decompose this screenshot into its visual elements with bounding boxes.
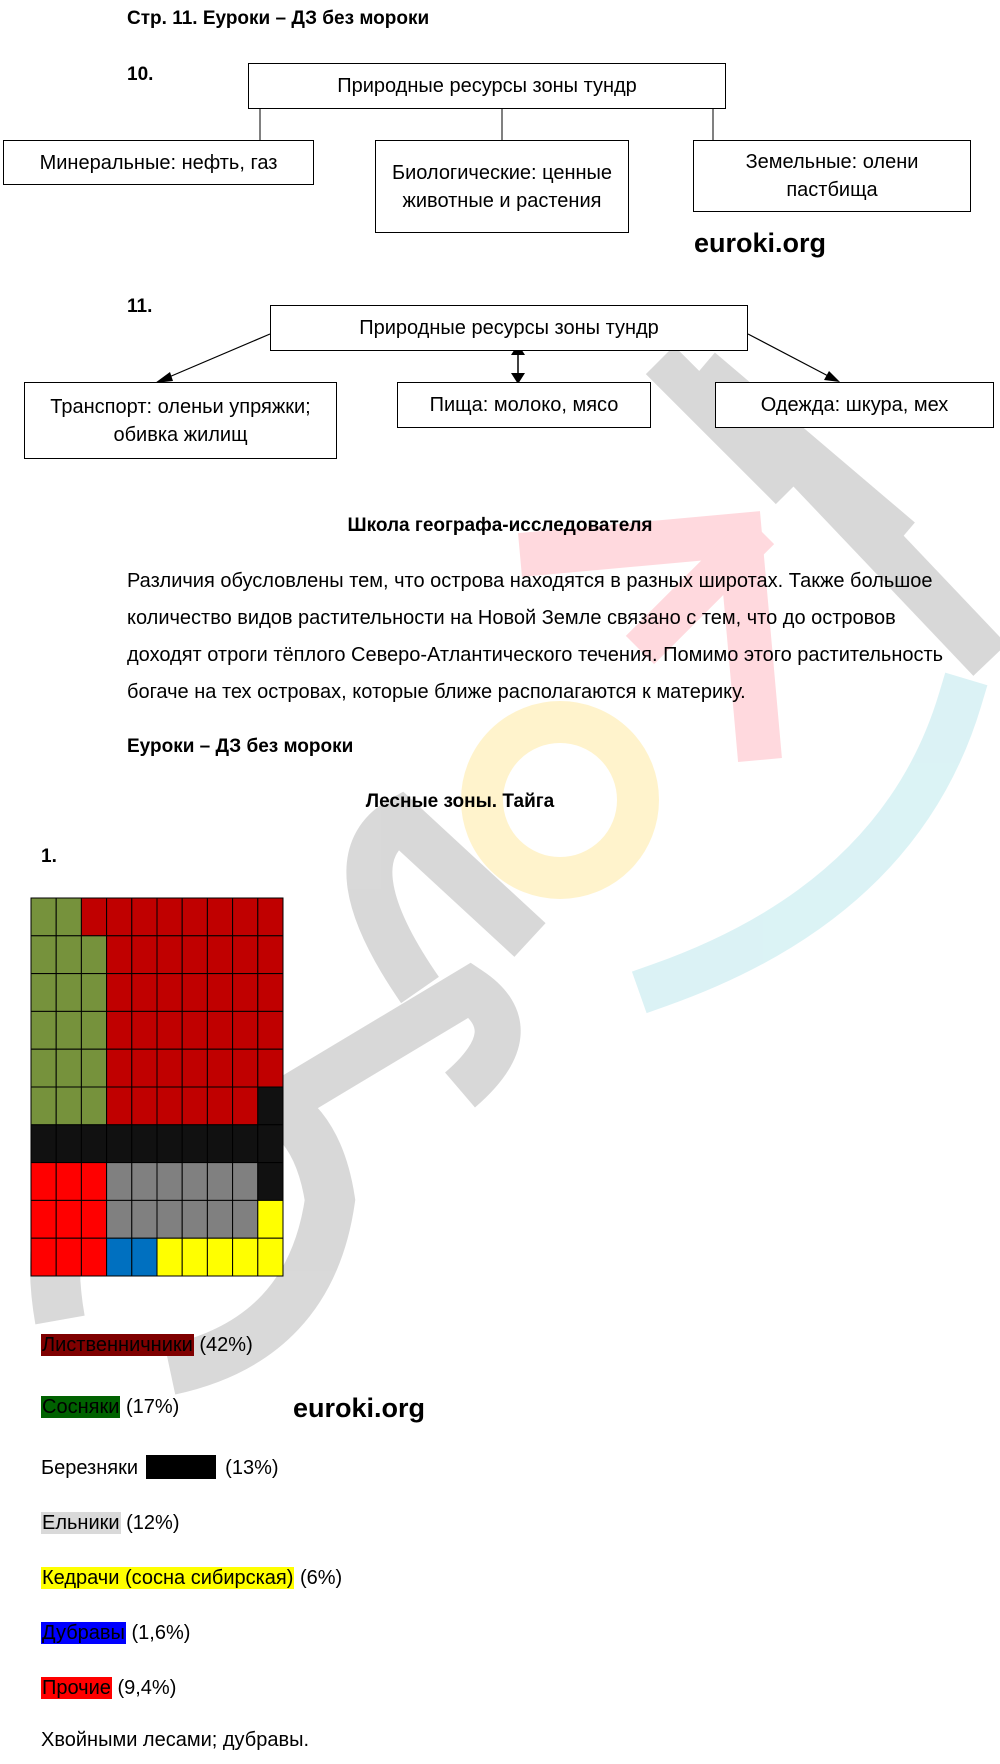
grid-cell — [258, 1238, 283, 1276]
grid-cell — [157, 1163, 182, 1201]
grid-cell — [56, 974, 81, 1012]
grid-cell — [258, 1125, 283, 1163]
forest-grid — [30, 897, 284, 1281]
grid-cell — [233, 1163, 258, 1201]
grid-cell — [207, 1049, 232, 1087]
grid-cell — [207, 1238, 232, 1276]
legend-item — [41, 1510, 180, 1536]
legend-value: (1,6%) — [131, 1622, 191, 1644]
legend-label-cedar: Кедрачи (сосна сибирская) — [42, 1567, 294, 1589]
legend-item — [41, 1332, 253, 1358]
grid-cell — [132, 1200, 157, 1238]
brand-site-1: euroki.org — [694, 228, 827, 258]
grid-cell — [157, 936, 182, 974]
grid-cell — [157, 1087, 182, 1125]
legend-label-spruce: Ельники — [42, 1512, 120, 1534]
section-title: Лесные зоны. Тайга — [365, 791, 555, 812]
grid-cell — [258, 1200, 283, 1238]
subheader: Еуроки – ДЗ без мороки — [127, 736, 354, 757]
grid-cell — [107, 1011, 132, 1049]
task-11-transport-box — [24, 382, 337, 459]
grid-cell — [258, 1049, 283, 1087]
legend-value: (42%) — [199, 1334, 253, 1356]
grid-cell — [207, 1125, 232, 1163]
grid-cell — [31, 1125, 56, 1163]
legend-item — [41, 1455, 279, 1481]
task-11-root-label: Природные ресурсы зоны тундр — [359, 317, 659, 339]
grid-cell — [132, 1049, 157, 1087]
grid-cell — [31, 1200, 56, 1238]
legend-value: (13%) — [225, 1457, 279, 1479]
task-11-number: 11. — [127, 296, 153, 317]
grid-cell — [81, 1238, 106, 1276]
grid-cell — [258, 898, 283, 936]
grid-cell — [81, 1200, 106, 1238]
grid-cell — [107, 1125, 132, 1163]
legend-item — [41, 1675, 176, 1701]
grid-cell — [56, 898, 81, 936]
page-title: Стр. 11. Еуроки – ДЗ без мороки — [127, 8, 430, 29]
grid-cell — [56, 1049, 81, 1087]
grid-cell — [207, 974, 232, 1012]
grid-cell — [31, 1049, 56, 1087]
grid-cell — [207, 898, 232, 936]
legend-value: (6%) — [299, 1567, 343, 1589]
grid-cell — [182, 936, 207, 974]
grid-cell — [182, 1125, 207, 1163]
task-11-clothes-box — [715, 382, 994, 428]
grid-cell — [207, 1011, 232, 1049]
grid-cell — [107, 974, 132, 1012]
grid-cell — [56, 1200, 81, 1238]
task-11-food-label: Пища: молоко, мясо — [429, 394, 619, 416]
grid-cell — [56, 1125, 81, 1163]
grid-cell — [157, 898, 182, 936]
grid-cell — [107, 898, 132, 936]
task-11-transport-label: Транспорт: оленьи упряжки; обивка жилищ — [50, 395, 311, 446]
grid-cell — [31, 974, 56, 1012]
grid-cell — [233, 898, 258, 936]
grid-cell — [56, 1163, 81, 1201]
grid-cell — [132, 1125, 157, 1163]
legend-swatch-birch — [146, 1455, 216, 1479]
grid-cell — [207, 936, 232, 974]
grid-cell — [207, 1163, 232, 1201]
grid-cell — [182, 1200, 207, 1238]
grid-cell — [132, 1087, 157, 1125]
grid-cell — [157, 1238, 182, 1276]
legend-label-pine: Сосняки — [42, 1396, 120, 1418]
task-1-number: 1. — [41, 846, 57, 867]
grid-cell — [31, 1163, 56, 1201]
grid-cell — [81, 974, 106, 1012]
grid-cell — [233, 974, 258, 1012]
grid-cell — [81, 1163, 106, 1201]
grid-cell — [132, 898, 157, 936]
legend-item — [41, 1394, 179, 1420]
grid-cell — [182, 898, 207, 936]
grid-cell — [233, 1011, 258, 1049]
grid-cell — [81, 936, 106, 974]
legend-item — [41, 1565, 342, 1591]
grid-cell — [31, 936, 56, 974]
grid-cell — [233, 1238, 258, 1276]
grid-cell — [233, 1125, 258, 1163]
grid-cell — [157, 1200, 182, 1238]
grid-cell — [157, 974, 182, 1012]
task-10-root-label: Природные ресурсы зоны тундр — [337, 75, 637, 97]
grid-cell — [56, 1087, 81, 1125]
grid-cell — [233, 1049, 258, 1087]
grid-cell — [157, 1125, 182, 1163]
grid-cell — [81, 1125, 106, 1163]
grid-cell — [31, 1087, 56, 1125]
task-11-root-box — [270, 305, 748, 351]
task-1-answer: Хвойными лесами; дубравы. — [41, 1729, 310, 1751]
grid-cell — [31, 898, 56, 936]
brand-site-2: euroki.org — [293, 1393, 426, 1423]
grid-cell — [107, 1200, 132, 1238]
grid-cell — [207, 1087, 232, 1125]
legend-value: (12%) — [126, 1512, 180, 1534]
grid-cell — [81, 1087, 106, 1125]
grid-cell — [182, 1163, 207, 1201]
legend-label-other: Прочие — [42, 1677, 111, 1699]
grid-cell — [258, 1163, 283, 1201]
grid-cell — [258, 1087, 283, 1125]
legend-label-birch: Березняки — [41, 1457, 139, 1479]
task-10-number: 10. — [127, 64, 154, 85]
school-heading: Школа географа-исследователя — [347, 515, 653, 536]
legend-value: (17%) — [125, 1396, 180, 1418]
grid-cell — [233, 1200, 258, 1238]
task-10-land-label: Земельные: олени пастбища — [745, 151, 919, 201]
grid-cell — [107, 1087, 132, 1125]
task-10-land-box — [693, 140, 971, 212]
grid-cell — [182, 974, 207, 1012]
grid-cell — [81, 1011, 106, 1049]
task-10-bio-box — [375, 140, 629, 233]
legend-label-larch: Лиственничники — [42, 1334, 193, 1356]
task-10-bio-label: Биологические: ценные животные и растения — [391, 161, 613, 212]
grid-cell — [182, 1087, 207, 1125]
task-10-root-box — [248, 63, 726, 109]
grid-cell — [182, 1011, 207, 1049]
school-paragraph: Различия обусловлены тем, что острова находятся в разных широтах. Также большое количество видов растительности на Новой Земле связано с тем, что до островов доходят отроги тёплого Северо-Атлантического течения. Помимо этого растительность богаче на тех островах, которые ближе располагаются к материку. — [127, 570, 944, 703]
grid-cell — [233, 936, 258, 974]
grid-cell — [132, 1011, 157, 1049]
task-10-mineral-box — [3, 140, 314, 185]
task-11-food-box — [397, 382, 651, 428]
legend-value: (9,4%) — [117, 1677, 177, 1699]
grid-cell — [258, 1011, 283, 1049]
grid-cell — [56, 1238, 81, 1276]
grid-cell — [132, 936, 157, 974]
grid-cell — [56, 936, 81, 974]
grid-cell — [132, 974, 157, 1012]
grid-cell — [157, 1011, 182, 1049]
grid-cell — [132, 1163, 157, 1201]
grid-cell — [258, 974, 283, 1012]
grid-cell — [107, 936, 132, 974]
legend-item — [41, 1620, 190, 1646]
grid-cell — [182, 1238, 207, 1276]
grid-cell — [107, 1163, 132, 1201]
grid-cell — [31, 1238, 56, 1276]
grid-cell — [182, 1049, 207, 1087]
grid-cell — [233, 1087, 258, 1125]
grid-cell — [207, 1200, 232, 1238]
task-11-clothes-label: Одежда: шкура, мех — [760, 394, 949, 416]
grid-cell — [107, 1238, 132, 1276]
grid-cell — [81, 1049, 106, 1087]
grid-cell — [107, 1049, 132, 1087]
grid-cell — [258, 936, 283, 974]
grid-cell — [157, 1049, 182, 1087]
grid-cell — [56, 1011, 81, 1049]
grid-cell — [81, 898, 106, 936]
task-10-mineral-label: Минеральные: нефть, газ — [39, 151, 278, 174]
grid-cell — [132, 1238, 157, 1276]
legend-label-oak: Дубравы — [42, 1622, 125, 1644]
grid-cell — [31, 1011, 56, 1049]
